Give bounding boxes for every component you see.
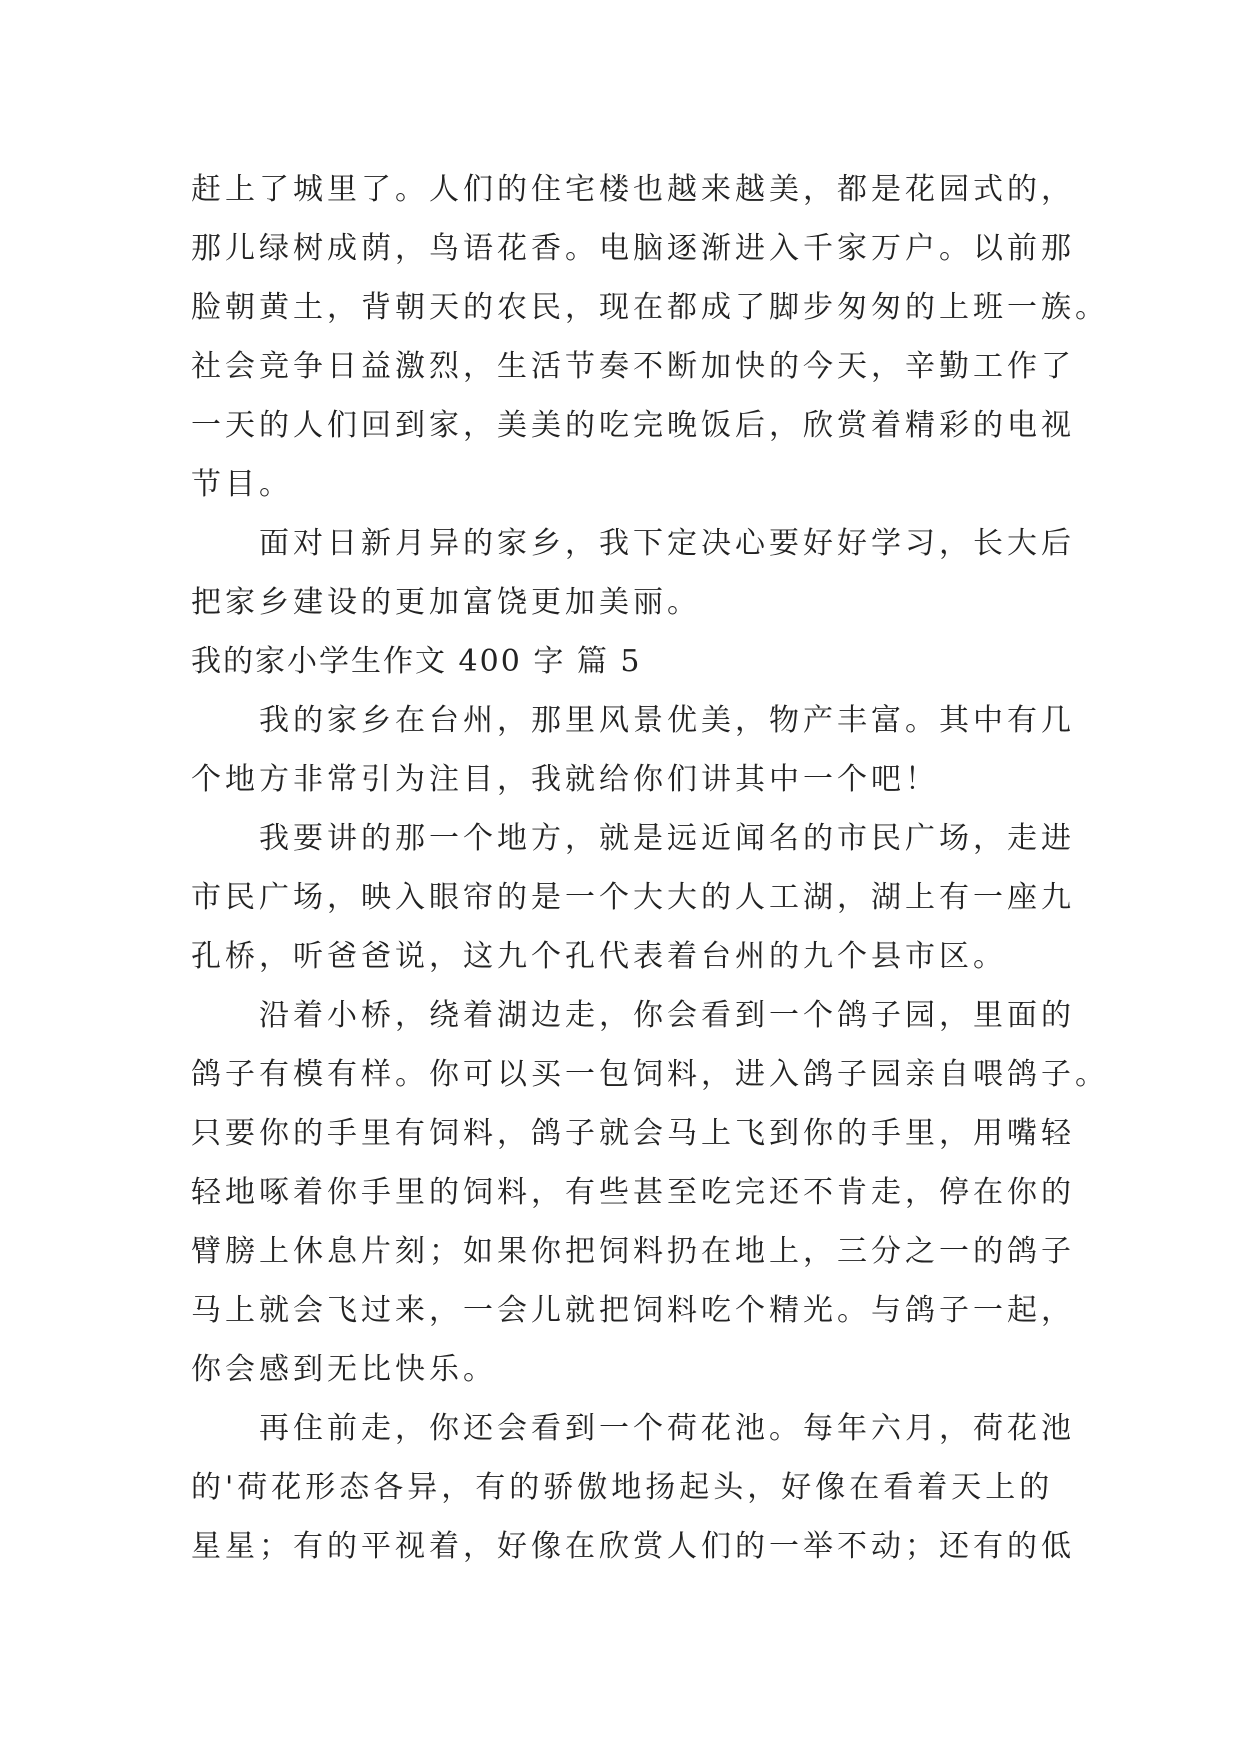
text-line: 的'荷花形态各异，有的骄傲地扬起头，好像在看着天上的	[191, 1470, 1054, 1505]
heading-text: 我的家小学生作文 400 字 篇 5	[191, 644, 642, 679]
paragraph	[191, 1399, 1075, 1576]
text-line: 轻地啄着你手里的饲料，有些甚至吃完还不肯走，停在你的	[191, 1175, 1075, 1210]
text-line: 脸朝黄土，背朝天的农民，现在都成了脚步匆匆的上班一族。	[191, 290, 1109, 325]
text-line: 星星；有的平视着，好像在欣赏人们的一举不动；还有的低	[191, 1529, 1075, 1564]
text-line: 面对日新月异的家乡，我下定决心要好好学习，长大后	[259, 526, 1075, 561]
text-line: 节目。	[191, 467, 293, 502]
text-line: 市民广场，映入眼帘的是一个大大的人工湖，湖上有一座九	[191, 880, 1075, 915]
text-line: 那儿绿树成荫，鸟语花香。电脑逐渐进入千家万户。以前那	[191, 231, 1075, 266]
text-line: 把家乡建设的更加富饶更加美丽。	[191, 585, 701, 620]
text-line: 臂膀上休息片刻；如果你把饲料扔在地上，三分之一的鸽子	[191, 1234, 1075, 1269]
text-line: 一天的人们回到家，美美的吃完晚饭后，欣赏着精彩的电视	[191, 408, 1075, 443]
text-line: 再住前走，你还会看到一个荷花池。每年六月，荷花池	[259, 1411, 1075, 1446]
text-line: 沿着小桥，绕着湖边走，你会看到一个鸽子园，里面的	[259, 998, 1075, 1033]
text-line: 孔桥，听爸爸说，这九个孔代表着台州的九个县市区。	[191, 939, 1007, 974]
text-line: 个地方非常引为注目，我就给你们讲其中一个吧！	[191, 762, 939, 797]
text-line: 只要你的手里有饲料，鸽子就会马上飞到你的手里，用嘴轻	[191, 1116, 1075, 1151]
paragraph	[191, 514, 1075, 632]
paragraph	[191, 691, 1075, 809]
text-line: 社会竞争日益激烈，生活节奏不断加快的今天，辛勤工作了	[191, 349, 1075, 384]
text-line: 你会感到无比快乐。	[191, 1352, 497, 1387]
text-line: 赶上了城里了。人们的住宅楼也越来越美，都是花园式的，	[191, 172, 1075, 207]
paragraph	[191, 809, 1075, 986]
text-line: 我要讲的那一个地方，就是远近闻名的市民广场，走进	[259, 821, 1075, 856]
text-line: 马上就会飞过来，一会儿就把饲料吃个精光。与鸽子一起，	[191, 1293, 1075, 1328]
paragraph	[191, 986, 1109, 1399]
text-line: 我的家乡在台州，那里风景优美，物产丰富。其中有几	[259, 703, 1075, 738]
paragraph	[191, 160, 1109, 514]
section-heading	[191, 632, 1071, 691]
document-body	[191, 160, 1109, 1576]
text-line: 鸽子有模有样。你可以买一包饲料，进入鸽子园亲自喂鸽子。	[191, 1057, 1109, 1092]
